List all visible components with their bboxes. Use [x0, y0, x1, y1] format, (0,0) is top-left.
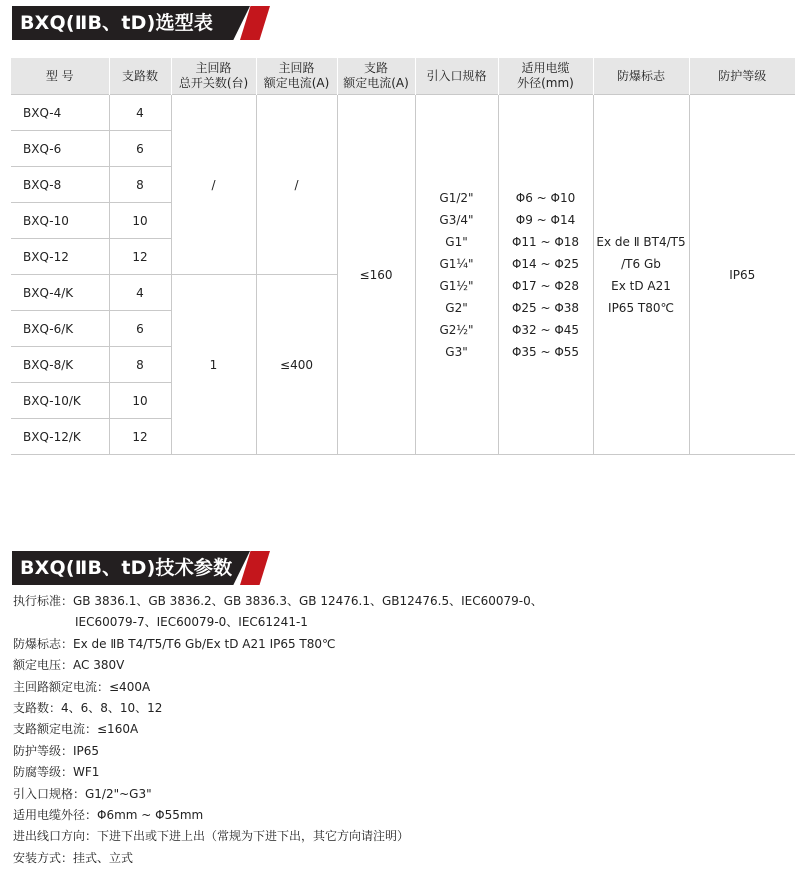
branches-cell: 6: [109, 131, 171, 167]
branches-cell: 8: [109, 347, 171, 383]
spec-line: 支路额定电流：≤160A: [13, 722, 139, 737]
model-cell: BXQ-4: [11, 95, 109, 131]
model-cell: BXQ-8: [11, 167, 109, 203]
header-main-switch: 主回路 总开关数(台): [171, 58, 256, 95]
ex-marking-cell: Ex de Ⅱ BT4/T5 /T6 Gb Ex tD A21 IP65 T80℃: [593, 95, 689, 455]
inlet-specs-cell: G1/2" G3/4" G1" G1¼" G1½" G2" G2½" G3": [415, 95, 498, 455]
spec-line: 执行标准：GB 3836.1、GB 3836.2、GB 3836.3、GB 12476.1、GB12476.5、IEC60079-0、: [13, 594, 543, 608]
main-current-cell: ≤400: [256, 275, 337, 455]
model-cell: BXQ-8/K: [11, 347, 109, 383]
model-cell: BXQ-6/K: [11, 311, 109, 347]
main-switch-cell: /: [171, 95, 256, 275]
branches-cell: 4: [109, 275, 171, 311]
spec-line: 主回路额定电流：≤400A: [13, 679, 151, 694]
header-branches: 支路数: [109, 58, 171, 95]
spec-line: 适用电缆外径：Φ6mm ~ Φ55mm: [13, 808, 204, 823]
branches-cell: 12: [109, 419, 171, 455]
tech-specs-list: [13, 591, 543, 869]
spec-line: 防腐等级：WF1: [13, 765, 100, 780]
spec-line: 防爆标志：Ex de ⅡB T4/T5/T6 Gb/Ex tD A21 IP65 T80℃: [13, 636, 336, 651]
spec-line: 安装方式：挂式、立式: [13, 850, 134, 865]
spec-line: 支路数：4、6、8、10、12: [13, 701, 163, 716]
branches-cell: 10: [109, 203, 171, 239]
branches-cell: 4: [109, 95, 171, 131]
header-model: 型 号: [11, 58, 109, 95]
cable-diameter-cell: Φ6 ~ Φ10 Φ9 ~ Φ14 Φ11 ~ Φ18 Φ14 ~ Φ25 Φ17 ~ Φ28 Φ25 ~ Φ38 Φ32 ~ Φ45 Φ35 ~ Φ55: [498, 95, 593, 455]
spec-line: 额定电压：AC 380V: [13, 658, 125, 673]
model-cell: BXQ-12/K: [11, 419, 109, 455]
header-inlet: 引入口规格: [415, 58, 498, 95]
model-cell: BXQ-10: [11, 203, 109, 239]
table-header-row: [11, 58, 795, 95]
branches-cell: 6: [109, 311, 171, 347]
section-title: BXQ(ⅡB、tD)技术参数: [20, 557, 233, 579]
main-current-cell: /: [256, 95, 337, 275]
selection-table: [11, 58, 795, 455]
spec-line: 引入口规格：G1/2"~G3": [13, 786, 152, 801]
model-cell: BXQ-6: [11, 131, 109, 167]
section-title-banner: [12, 551, 272, 585]
model-cell: BXQ-4/K: [11, 275, 109, 311]
branch-current-cell: ≤160: [337, 95, 415, 455]
spec-line: 防护等级：IP65: [13, 743, 100, 758]
protection-cell: IP65: [689, 95, 795, 455]
header-ex-marking: 防爆标志: [593, 58, 689, 95]
header-protection: 防护等级: [689, 58, 795, 95]
section-title-banner: [12, 6, 272, 40]
header-cable: 适用电缆 外径(mm): [498, 58, 593, 95]
header-main-current: 主回路 额定电流(A): [256, 58, 337, 95]
branches-cell: 12: [109, 239, 171, 275]
spec-line: IEC60079-7、IEC60079-0、IEC61241-1: [75, 615, 308, 630]
spec-line: 进出线口方向：下进下出或下进上出（常规为下进下出，其它方向请注明）: [13, 829, 410, 844]
model-cell: BXQ-12: [11, 239, 109, 275]
table-row: [11, 95, 795, 131]
header-branch-current: 支路 额定电流(A): [337, 58, 415, 95]
main-switch-cell: 1: [171, 275, 256, 455]
section-title: BXQ(ⅡB、tD)选型表: [20, 12, 214, 34]
branches-cell: 10: [109, 383, 171, 419]
model-cell: BXQ-10/K: [11, 383, 109, 419]
branches-cell: 8: [109, 167, 171, 203]
